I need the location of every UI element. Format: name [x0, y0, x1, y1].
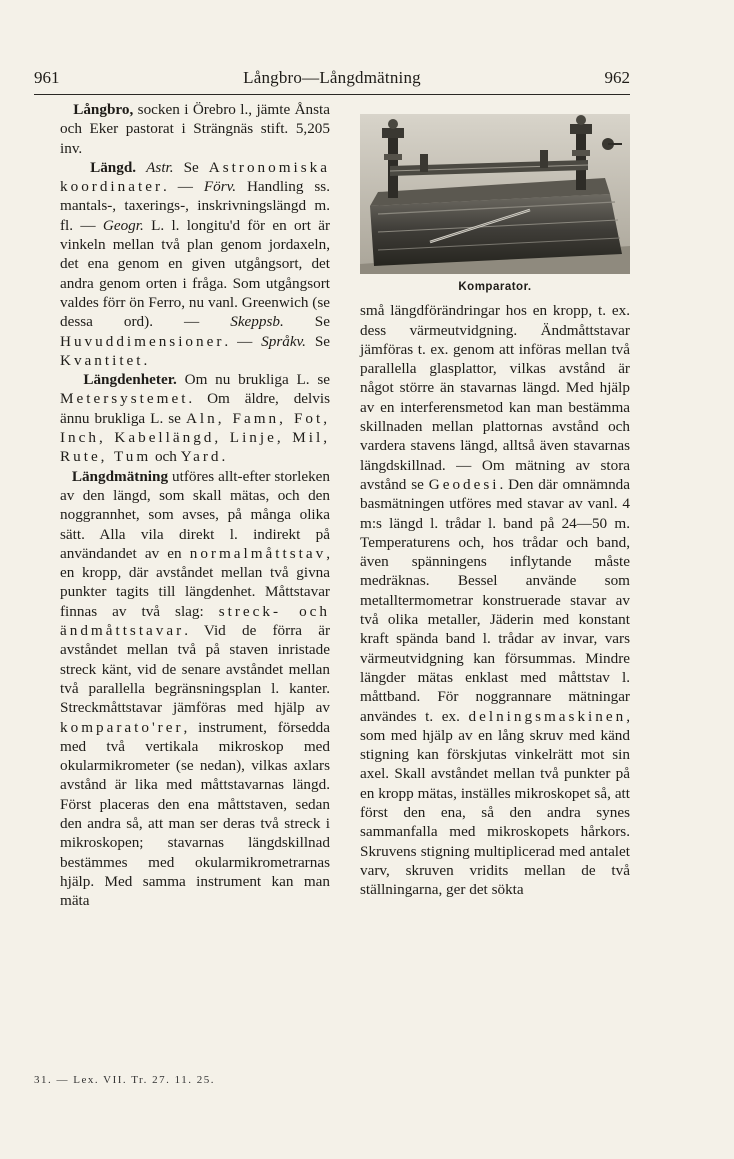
komparator-illustration [360, 114, 630, 274]
running-title: Långbro—Långdmätning [243, 68, 421, 87]
cross-reference: komparato'rer [60, 718, 184, 736]
cross-reference: delningsmaskinen [468, 707, 627, 725]
print-signature: 31. — Lex. VII. Tr. 27. 11. 25. [34, 1074, 215, 1086]
running-header [34, 62, 630, 95]
cross-reference: normalmåttstav [189, 544, 327, 562]
cross-reference: Metersystemet [60, 390, 189, 408]
cross-reference: Yard [180, 448, 222, 466]
cross-reference: Astronomiska koordinater [60, 158, 331, 196]
left-column [60, 100, 330, 910]
cross-reference: Geodesi [428, 475, 500, 493]
headword: Längdenheter. [83, 371, 177, 389]
entry-langd: Längd. Astr. Se Astronomiska koordinater. — Förv. Handling ss. mantals-, taxerings-, inskrivningslängd m. fl. — Geogr. L. l. longitu'd för en ort är vinkeln mellan två plan genom jordaxeln, det ena genom en given utgångsort, det andra genom orten i fråga. Som utgångsort valdes förr ön Ferro, nu vanl. Greenwich (se dessa ord). — Skeppsb. Se Huvuddimensioner. — Språkv. Se Kvantitet. [60, 158, 331, 369]
entry-langdmatning: Längdmätning utföres allt-efter storleken av den längd, som skall mätas, och den noggrannhet, som avses, på många olika sätt. Alla vila direkt l. indirekt på användandet av en normalmåttstav, en kropp, där avståndet mellan två givna punkter tagits till längdenhet. Måttstavar finnas av två slag: streck- och ändmåttstavar. Vid de förra är avståndet mellan två på staven inristade streck känt, vid de senare avståndet mellan två parallella begränsningsplan l. kanter. Streckmåttstavar jämföras med hjälp av komparato'rer, instrument, försedda med två vertikala mikroskop med okularmikrometer (se nedan), vilkas axlars avstånd är lika med måttstavarnas längd. Först placeras den ena måttstaven, sedan den andra så, att man ser deras två streck i mikroskopen; stavarnas längdskillnad bestämmes med okularmikrometrarnas hjälp. Med samma instrument kan man mäta [60, 467, 331, 910]
komparator-drawing [360, 114, 630, 274]
headword: Längdmätning [71, 467, 169, 485]
headword: Långbro, [73, 101, 134, 118]
entry-langdenheter: Längdenheter. Om nu brukliga L. se Metersystemet. Om äldre, delvis ännu brukliga L. se Aln, Famn, Fot, Inch, Kabellängd, Linje, Mil, Rute, Tum och Yard. [60, 371, 330, 466]
cross-reference: Aln, Famn, Fot, Inch, Kabellängd, Linje, Mil, Rute, Tum [60, 409, 330, 466]
headword: Längd. [90, 158, 137, 176]
cross-reference: streck- och ändmåttstavar [60, 602, 330, 640]
cross-reference: Kvantitet [60, 351, 144, 369]
figure-caption: Komparator. [458, 281, 532, 293]
entry-langdmatning-continued: små längdförändringar hos en kropp, t. ex. dess värmeutvidgning. Ändmåttstavar jämföras t. ex. genom att införas mellan två parallella glasplattor, vilkas avstånd är något större än stavarnas längd. Med hjälp av en interferensmetod kan man bestämma skillnaden mellan plattornas avstånd och vardera stavens längd, alltså även stavarnas längdskillnad. — Om mätning av stora avstånd se Geodesi. Den där omnämnda basmätningen utföres med stavar av vanl. 4 m:s längd l. trådar l. band på 24—50 m. Temperaturens och, hos trådar och band, även spänningens inflytande måste medräknas. Bessel använde som metalltermometrar konstruerade stavar av två olika metaller, Jäderin med konstant kraft spända band l. trådar av invar, vars värmeutvidgning kan försummas. Mindre längder mätas enklast med måttstav l. måttband. För noggrannare mätningar användes t. ex. delningsmaskinen, som med hjälp av en lång skruv med känd stigning kan förskjutas vinkelrätt mot sin axel. Skall avståndet mellan två punkter på en kropp mätas, inställes mikroskopet så, att först den ena, så den andra synes sammanfalla med mikroskopets hårkors. Skruvens stigning multiplicerad med antalet varv, skruven vridits mellan de två ställningarna, ger det sökta [360, 302, 631, 899]
entry-langbro: Långbro, socken i Örebro l., jämte Ånsta och Eker pastorat i Strängnäs stift. 5,205 inv. [60, 101, 331, 157]
cross-reference: Huvuddimensioner [60, 332, 225, 350]
right-page-number: 962 [604, 68, 630, 87]
right-column [360, 100, 630, 900]
left-page-number: 961 [34, 68, 60, 87]
